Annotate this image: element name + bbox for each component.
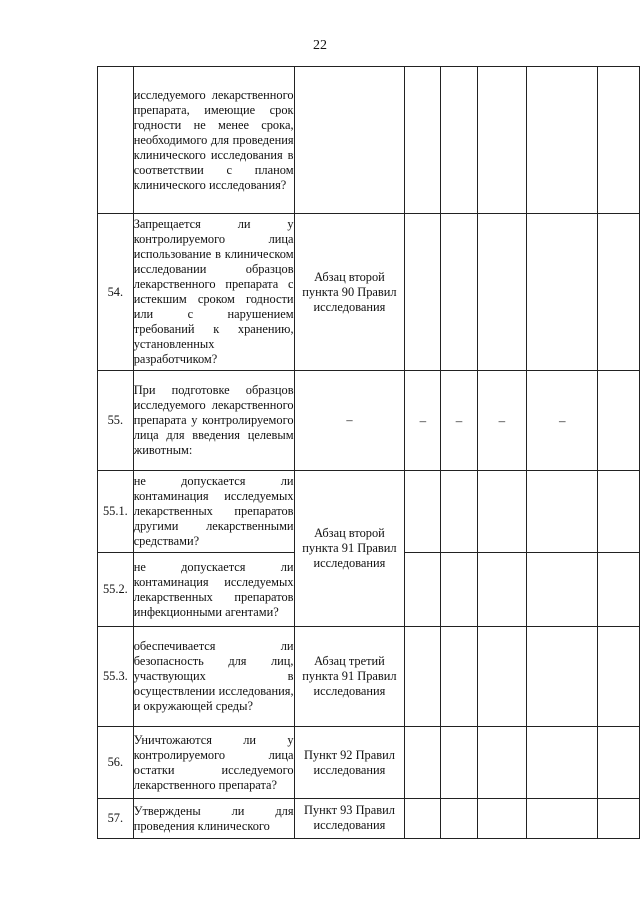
answer-no-cell[interactable] [441,214,477,371]
legal-reference: – [294,371,405,471]
page-number: 22 [313,38,327,53]
answer-yes-cell[interactable] [405,627,441,727]
row-number: 55.3. [98,627,134,727]
extra-cell[interactable] [598,553,640,627]
answer-no-cell[interactable] [441,67,477,214]
extra-cell[interactable] [598,799,640,839]
answer-na-cell[interactable] [477,727,527,799]
answer-no-cell[interactable] [441,627,477,727]
answer-no-cell[interactable]: – [441,371,477,471]
extra-cell[interactable] [598,214,640,371]
answer-na-cell[interactable] [477,214,527,371]
answer-yes-cell[interactable]: – [405,371,441,471]
question-text: Запрещается ли у контролируемого лица использование в клиническом исследовании образцов лекарственного препарата с истекшим сроком годности или с нарушением требований к хранению, установленных разработчиком? [133,214,294,371]
answer-no-cell[interactable] [441,727,477,799]
answer-na-cell[interactable] [477,627,527,727]
legal-reference: Абзац второй пункта 90 Правил исследования [294,214,405,371]
legal-reference: Пункт 93 Правил исследования [294,799,405,839]
answer-yes-cell[interactable] [405,67,441,214]
legal-reference [294,67,405,214]
question-text: Уничтожаются ли у контролируемого лица остатки исследуемого лекарственного препарата? [133,727,294,799]
checklist-table [97,66,640,839]
note-cell[interactable] [527,471,598,553]
table-row [98,471,640,553]
row-number: 56. [98,727,134,799]
legal-reference: Пункт 92 Правил исследования [294,727,405,799]
answer-na-cell[interactable] [477,553,527,627]
question-text: не допускается ли контаминация исследуемых лекарственных препаратов инфекционными агентами? [133,553,294,627]
note-cell[interactable] [527,727,598,799]
row-number: 55.2. [98,553,134,627]
legal-reference: Абзац второй пункта 91 Правил исследования [294,471,405,627]
table-row [98,67,640,214]
question-text: При подготовке образцов исследуемого лекарственного препарата у контролируемого лица для введения целевым животным: [133,371,294,471]
note-cell[interactable] [527,627,598,727]
question-text: не допускается ли контаминация исследуемых лекарственных препаратов другими лекарственными средствами? [133,471,294,553]
row-number: 55. [98,371,134,471]
extra-cell[interactable] [598,67,640,214]
answer-yes-cell[interactable] [405,214,441,371]
table-row [98,627,640,727]
legal-reference: Абзац третий пункта 91 Правил исследования [294,627,405,727]
answer-yes-cell[interactable] [405,471,441,553]
answer-yes-cell[interactable] [405,553,441,627]
extra-cell[interactable] [598,627,640,727]
answer-no-cell[interactable] [441,471,477,553]
table-row [98,727,640,799]
question-text: Утверждены ли для проведения клинического [133,799,294,839]
answer-na-cell[interactable] [477,799,527,839]
row-number: 57. [98,799,134,839]
answer-yes-cell[interactable] [405,799,441,839]
answer-na-cell[interactable]: – [477,371,527,471]
table-row [98,371,640,471]
note-cell[interactable] [527,553,598,627]
note-cell[interactable]: – [527,371,598,471]
answer-na-cell[interactable] [477,67,527,214]
row-number: 55.1. [98,471,134,553]
question-text: исследуемого лекарственного препарата, имеющие срок годности не менее срока, необходимого для проведения клинического исследования в соответствии с планом клинического исследования? [133,67,294,214]
note-cell[interactable] [527,67,598,214]
answer-na-cell[interactable] [477,471,527,553]
note-cell[interactable] [527,799,598,839]
extra-cell[interactable] [598,371,640,471]
extra-cell[interactable] [598,727,640,799]
answer-yes-cell[interactable] [405,727,441,799]
row-number [98,67,134,214]
table-row [98,799,640,839]
answer-no-cell[interactable] [441,553,477,627]
extra-cell[interactable] [598,471,640,553]
table-row [98,214,640,371]
question-text: обеспечивается ли безопасность для лиц, участвующих в осуществлении исследования, и окружающей среды? [133,627,294,727]
note-cell[interactable] [527,214,598,371]
answer-no-cell[interactable] [441,799,477,839]
row-number: 54. [98,214,134,371]
